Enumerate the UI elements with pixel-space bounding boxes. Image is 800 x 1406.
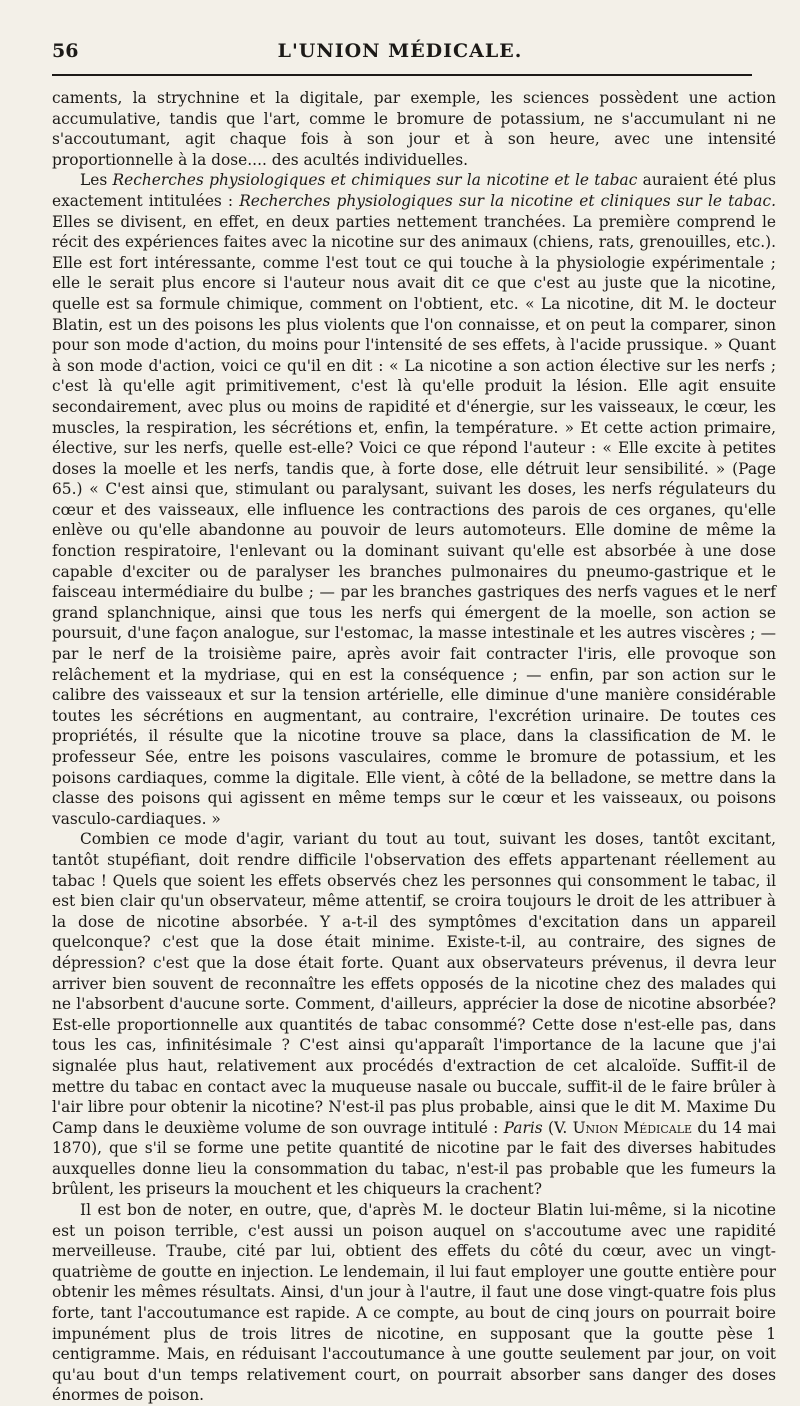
paragraph (52, 1200, 776, 1406)
paragraph (52, 829, 776, 1200)
page-number: 56 (52, 40, 79, 62)
paragraph-text: (V. (542, 1118, 573, 1137)
header-rule (52, 74, 752, 76)
paragraph-text: auraient été plus exactement intitulées : (52, 171, 776, 210)
paragraph-text: Il est bon de noter, en outre, que, d'après M. le docteur Blatin lui-même, si la nicotine est un poison terrible, c'est aussi un poison auquel on s'accoutume avec une rapidité merveilleuse. Traube, cité par lui, obtient des effets du côté du cœur, avec un vingt-quatrième de goutte en injection. Le lendemain, il lui faut employer une goutte entière pour obtenir les mêmes résultats. Ainsi, d'un jour à l'autre, il faut une dose vingt-quatre fois plus forte, tant l'accoutumance est rapide. A ce compte, au bout de cinq jours on pourrait boire impunément plus de trois litres de nicotine, en supposant que la goutte pèse 1 centigramme. Mais, en réduisant l'accoutumance à une goutte seulement par jour, on voit qu'au bout d'un temps relativement court, on pourrait absorber sans danger des doses énormes de poison. (52, 1201, 776, 1405)
paragraph-text: Recherches physiologiques sur la nicotine et cliniques sur le tabac. (239, 191, 776, 210)
paragraph-text: Elles se divisent, en effet, en deux parties nettement tranchées. La première comprend le récit des expériences faites avec la nicotine sur des animaux (chiens, rats, grenouilles, etc.). Elle est fort intéressante, comme l'est tout ce qui touche à la physiologie expérimentale ; elle le serait plus encore si l'auteur nous avait dit ce que c'est au juste que la nicotine, quelle est sa formule chimique, comment on l'obtient, etc. « La nicotine, dit M. le docteur Blatin, est un des poisons les plus violents que l'on connaisse, et on peut la comparer, sinon pour son mode d'action, du moins pour l'intensité de ses effets, à l'acide prussique. » Quant à son mode d'action, voici ce qu'il en dit : « La nicotine a son action élective sur les nerfs ; c'est là qu'elle agit primitivement, c'est là qu'elle produit la lésion. Elle agit ensuite secondairement, avec plus ou moins de rapidité et d'énergie, sur les vaisseaux, le cœur, les muscles, la respiration, les sécrétions et, enfin, la température. » Et cette action primaire, élective, sur les nerfs, quelle est-elle? Voici ce que répond l'auteur : « Elle excite à petites doses la moelle et les nerfs, tandis que, à forte dose, elle détruit leur sensibilité. » (Page 65.) « C'est ainsi que, stimulant ou paralysant, suivant les doses, les nerfs régulateurs du cœur et des vaisseaux, elle influence les contractions des parois de ces organes, qu'elle enlève ou qu'elle abandonne au pouvoir de leurs automoteurs. Elle domine de même la fonction respiratoire, l'enlevant ou la dominant suivant qu'elle est absorbée à une dose capable d'exciter ou de paralyser les branches pulmonaires du pneumo-gastrique et le faisceau intermédiaire du bulbe ; — par les branches gastriques des nerfs vagues et le nerf grand splanchnique, ainsi que tous les nerfs qui émergent de la moelle, son action se poursuit, d'une façon analogue, sur l'estomac, la masse intestinale et les autres viscères ; — par le nerf de la troisième paire, après avoir fait contracter l'iris, elle provoque son relâchement et la mydriase, qui en est la conséquence ; — enfin, par son action sur le calibre des vaisseaux et sur la tension artérielle, elle diminue d'une manière considérable toutes les sécrétions en augmentant, au contraire, l'excrétion urinaire. De toutes ces propriétés, il résulte que la nicotine trouve sa place, dans la classification de M. le professeur Sée, entre les poisons vasculaires, comme le bromure de potassium, et les poisons cardiaques, comme la digitale. Elle vient, à côté de la belladone, se mettre dans la classe des poisons qui agissent en même temps sur le cœur et les vaisseaux, ou poisons vasculo-cardiaques. » (52, 212, 776, 828)
paragraph-text: caments, la strychnine et la digitale, par exemple, les sciences possèdent une action accumulative, tandis que l'art, comme le bromure de potassium, ne s'accumulant ni ne s'accoutumant, agit chaque fois à son jour et à son heure, avec une intensité proportionnelle à la dose.... des acultés individuelles. (52, 89, 776, 169)
paragraph-text: Les (80, 171, 113, 190)
paragraph-text: Paris (503, 1118, 543, 1137)
paragraph-text: Union Médicale (572, 1118, 693, 1137)
running-title: L'UNION MÉDICALE. (277, 40, 523, 62)
paragraph-text: Recherches physiologiques et chimiques sur la nicotine et le tabac (112, 171, 638, 190)
paragraph (52, 88, 776, 170)
paragraph-text: du 14 mai 1870), que s'il se forme une petite quantité de nicotine par le fait des diverses habitudes auxquelles donne lieu la consommation du tabac, n'est-il pas probable que les fumeurs la brûlent, les priseurs la mouchent et les chiqueurs la crachent? (52, 1118, 777, 1199)
article-body (52, 88, 776, 1406)
paragraph (52, 170, 776, 829)
paragraph-text: Combien ce mode d'agir, variant du tout au tout, suivant les doses, tantôt excitant, tantôt stupéfiant, doit rendre difficile l'observation des effets appartenant réellement au tabac ! Quels que soient les effets observés chez les personnes qui consomment le tabac, il est bien clair qu'un observateur, même attentif, se croira toujours le droit de les attribuer à la dose de nicotine absorbée. Y a-t-il des symptômes d'excitation dans un appareil quelconque? c'est que la dose était minime. Existe-t-il, au contraire, des signes de dépression? c'est que la dose était forte. Quant aux observateurs prévenus, il devra leur arriver bien souvent de reconnaître les effets opposés de la nicotine chez des malades qui ne l'absorbent d'aucune sorte. Comment, d'ailleurs, apprécier la dose de nicotine absorbée? Est-elle proportionnelle aux quantités de tabac consommé? Cette dose n'est-elle pas, dans tous les cas, infinitésimale ? C'est ainsi qu'apparaît l'importance de la lacune que j'ai signalée plus haut, relativement aux procédés d'extraction de cet alcaloïde. Suffit-il de mettre du tabac en contact avec la muqueuse nasale ou buccale, suffit-il de le faire brûler à l'air libre pour obtenir la nicotine? N'est-il pas plus probable, ainsi que le dit M. Maxime Du Camp dans le deuxième volume de son ouvrage intitulé : (52, 830, 776, 1137)
